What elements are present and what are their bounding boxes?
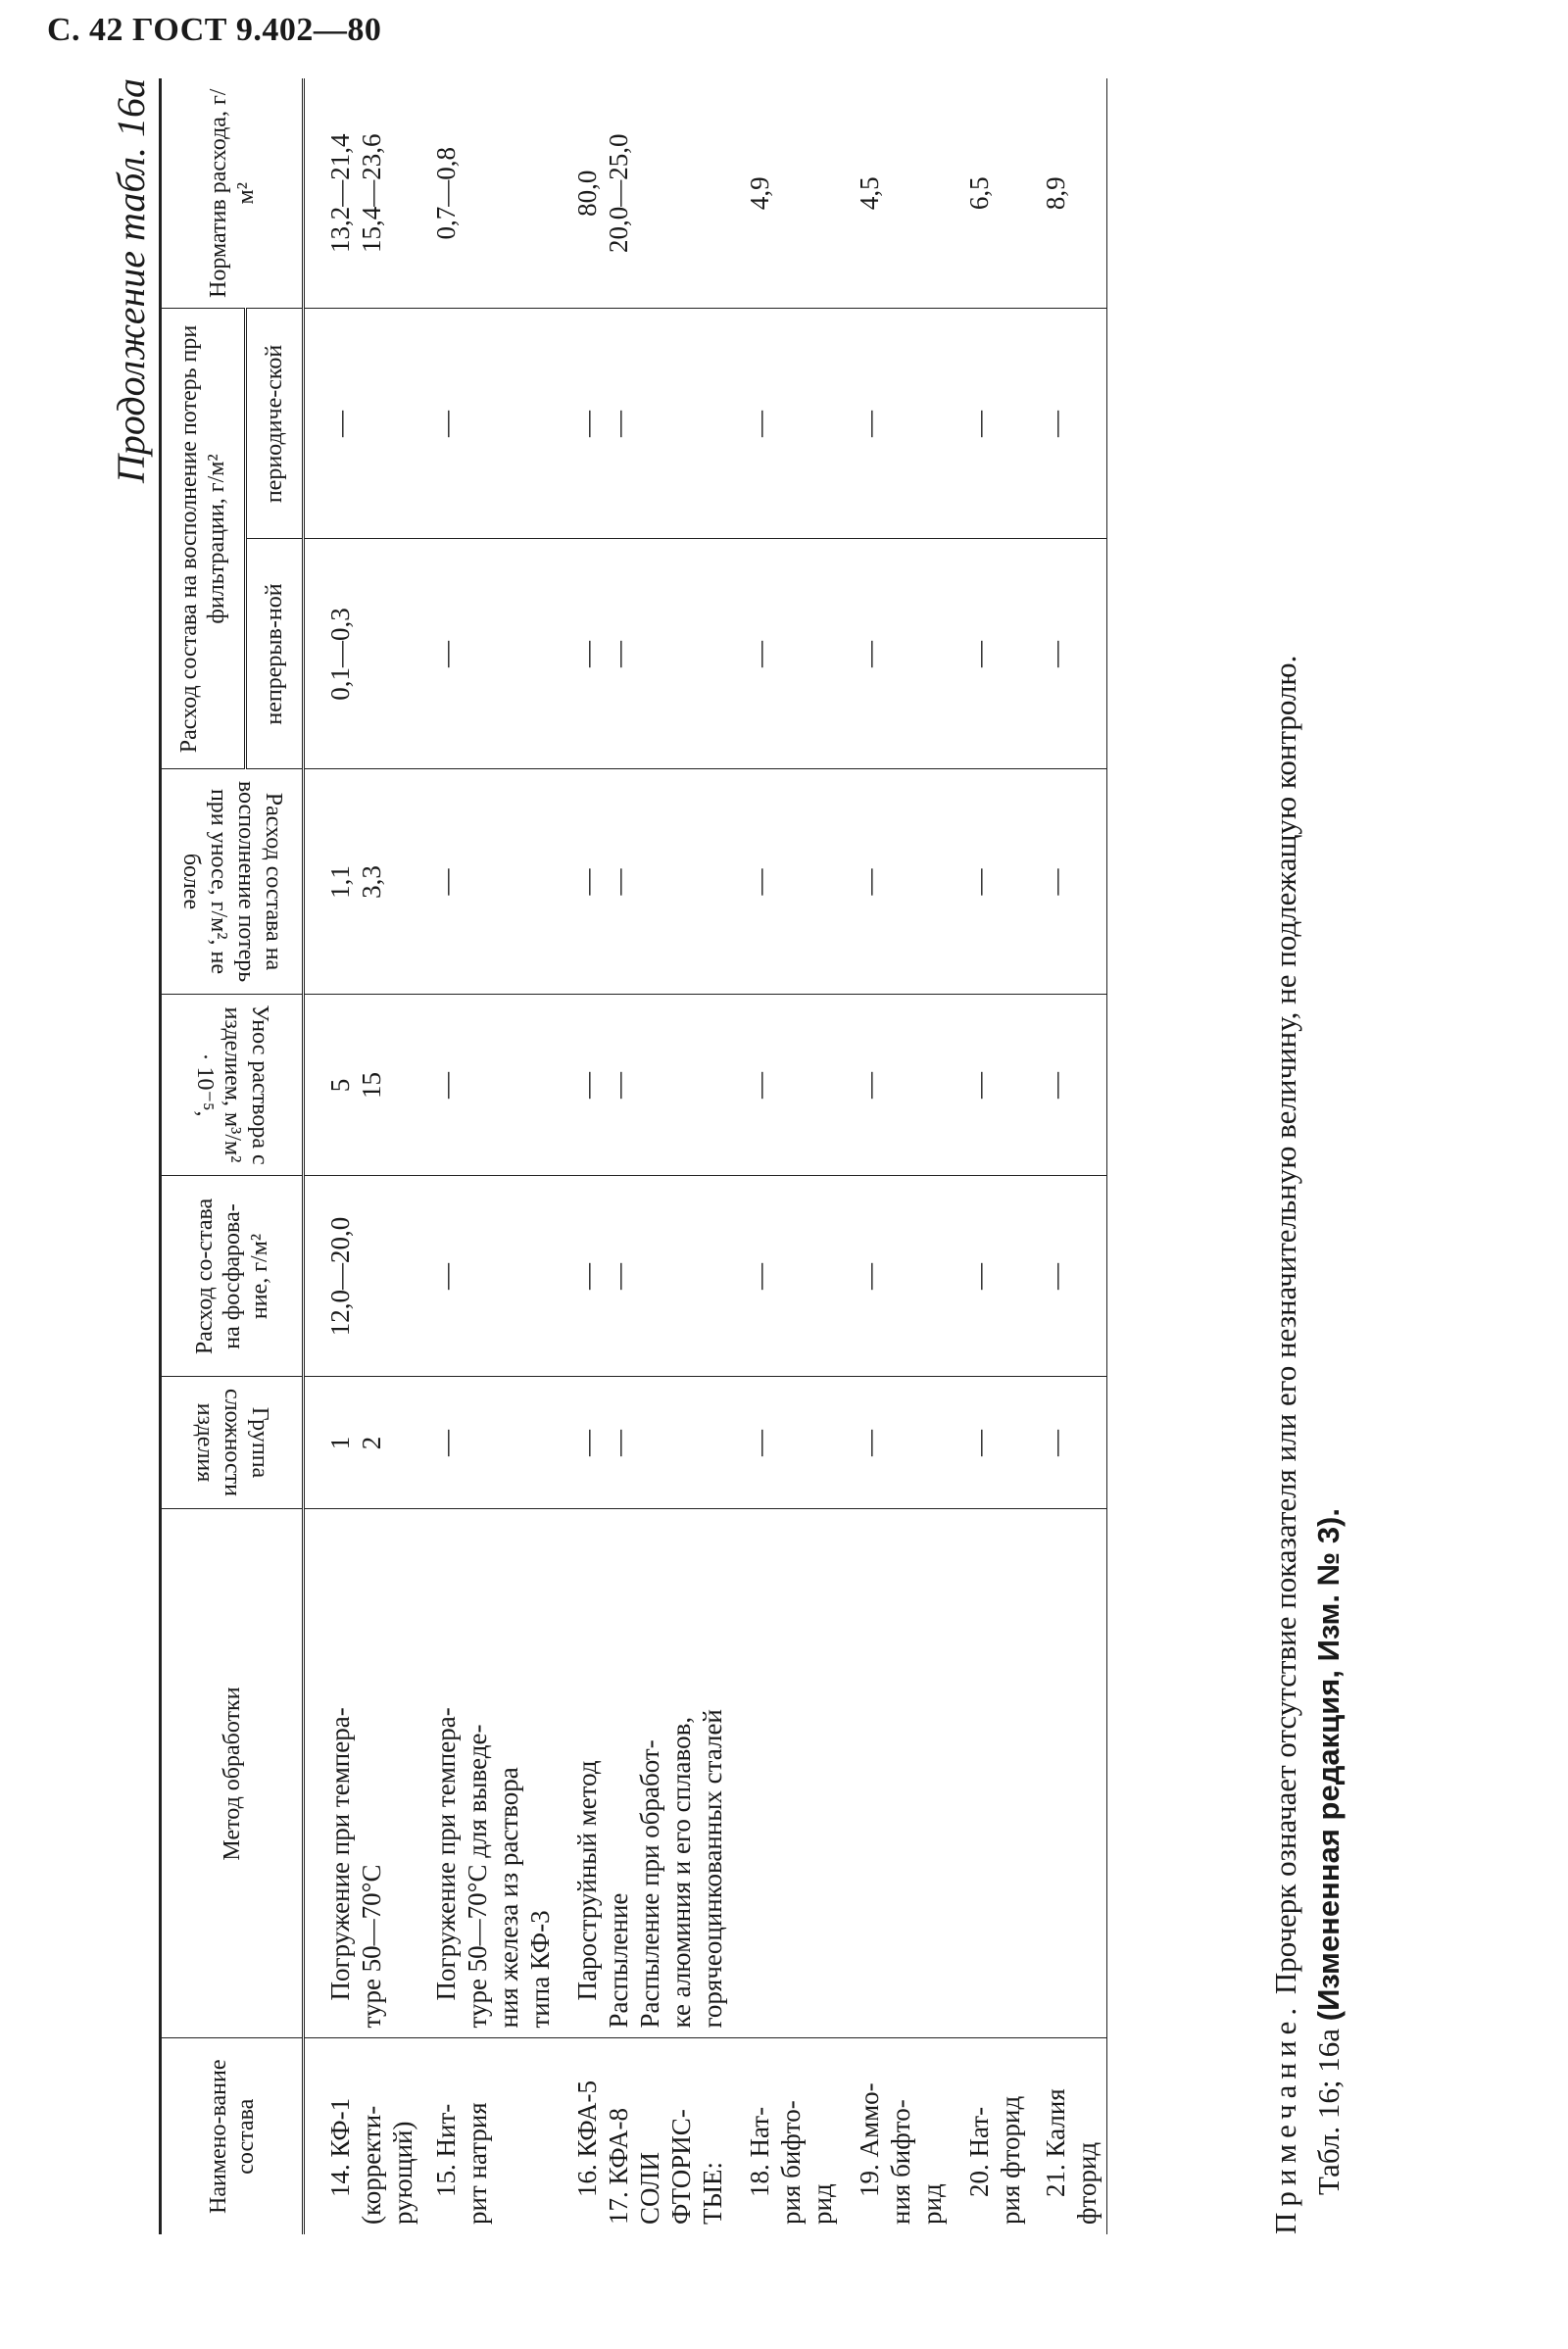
- cell-line: Распыление при обработ-: [635, 1739, 664, 2029]
- cell-replenish: [1030, 769, 1107, 995]
- header-continuous: непрерыв-ной: [246, 539, 304, 769]
- cell-line: 20. Нат-: [964, 2106, 994, 2197]
- cell-group: [732, 1377, 842, 1509]
- cell-norm: [560, 78, 732, 309]
- cell-line: —: [1041, 1430, 1070, 1456]
- cell-name: [842, 2038, 952, 2234]
- cell-phosphating: [952, 1176, 1030, 1377]
- cell-line: туре 50—70°С для выведе-: [463, 1724, 492, 2029]
- cell-group: [952, 1377, 1030, 1509]
- header-name: Наимено-вание состава: [161, 2038, 304, 2234]
- cell-line: —: [431, 1072, 461, 1099]
- cell-line: —: [431, 1430, 461, 1456]
- cell-line: —: [745, 1263, 774, 1290]
- cell-line: (корректи-: [357, 2105, 386, 2225]
- cell-line: —: [855, 1072, 884, 1099]
- cell-carryover: [732, 995, 842, 1176]
- cell-phosphating: [1030, 1176, 1107, 1377]
- cell-name: [732, 2038, 842, 2234]
- cell-line: —: [431, 411, 461, 437]
- cell-line: —: [572, 868, 602, 896]
- cell-line: 21. Калия: [1041, 2088, 1070, 2197]
- cell-line: 2: [357, 1436, 386, 1450]
- cell-line: фторид: [1072, 2141, 1102, 2225]
- cell-phosphating: [842, 1176, 952, 1377]
- cell-continuous: [842, 539, 952, 769]
- page-header: С. 42 ГОСТ 9.402—80: [47, 12, 382, 48]
- table-row: [842, 78, 952, 2234]
- cell-line: —: [572, 1263, 602, 1290]
- cell-phosphating: [422, 1176, 560, 1377]
- cell-group: [304, 1377, 423, 1509]
- cell-line: —: [572, 641, 602, 667]
- cell-line: 0,1—0,3: [325, 608, 355, 701]
- cell-periodic: [842, 309, 952, 539]
- cell-method: [1030, 1509, 1107, 2038]
- header-carryover-text: Унос раствора с изделием, м³/м² · 10⁻⁵,: [191, 1004, 272, 1166]
- cell-continuous: [732, 539, 842, 769]
- cell-replenish: [732, 769, 842, 995]
- cell-line: —: [604, 1430, 633, 1456]
- cell-periodic: [304, 309, 423, 539]
- cell-carryover: [952, 995, 1030, 1176]
- table-row: [422, 78, 560, 2234]
- cell-group: [1030, 1377, 1107, 1509]
- table-row: [1030, 78, 1107, 2234]
- cell-name: [304, 2038, 423, 2234]
- cell-phosphating: [732, 1176, 842, 1377]
- cell-line: —: [604, 641, 633, 667]
- cell-phosphating: [304, 1176, 423, 1377]
- cell-line: —: [855, 1430, 884, 1456]
- cell-line: —: [604, 1072, 633, 1099]
- cell-line: СОЛИ: [635, 2152, 664, 2225]
- cell-line: 4,5: [855, 176, 884, 211]
- cell-norm: [842, 78, 952, 309]
- cell-method: [560, 1509, 732, 2038]
- cell-norm: [304, 78, 423, 309]
- cell-carryover: [422, 995, 560, 1176]
- cell-line: —: [572, 1072, 602, 1099]
- cell-periodic: [952, 309, 1030, 539]
- table-body: [304, 78, 1107, 2234]
- cell-line: 1: [325, 1436, 355, 1450]
- cell-line: 12,0—20,0: [325, 1216, 355, 1337]
- cell-replenish: [952, 769, 1030, 995]
- cell-line: —: [431, 641, 461, 667]
- cell-periodic: [422, 309, 560, 539]
- revision-tables: Табл. 16; 16а: [1311, 2028, 1346, 2195]
- header-replenish-carryover: [161, 769, 304, 995]
- cell-line: горячеоцинкованных сталей: [698, 1709, 727, 2029]
- cell-line: 8,9: [1041, 176, 1070, 211]
- header-norm: Норматив расхода, г/м²: [161, 78, 304, 309]
- header-periodic: периодиче-ской: [246, 309, 304, 539]
- cell-line: Пароструйный метод: [572, 1760, 602, 2001]
- cell-continuous: [304, 539, 423, 769]
- consumption-table: [159, 78, 1107, 2234]
- cell-line: Погружение при темпера-: [431, 1707, 461, 2001]
- cell-line: —: [745, 1072, 774, 1099]
- cell-line: 17. КФА-8: [604, 2108, 633, 2225]
- cell-continuous: [1030, 539, 1107, 769]
- cell-line: рия фторид: [996, 2095, 1025, 2225]
- cell-method: [304, 1509, 423, 2038]
- cell-line: 19. Аммо-: [855, 2082, 884, 2197]
- note-text: Прочерк означает отсутствие показателя или его незначительную величину, не подлежащую контролю.: [1268, 655, 1302, 1995]
- cell-line: —: [855, 868, 884, 896]
- cell-norm: [952, 78, 1030, 309]
- cell-name: [560, 2038, 732, 2234]
- cell-line: 6,5: [964, 176, 994, 211]
- table-continuation-title: Продолжение табл. 16а: [109, 78, 153, 484]
- cell-method: [842, 1509, 952, 2038]
- cell-line: —: [964, 1072, 994, 1099]
- cell-line: типа КФ-3: [525, 1910, 555, 2029]
- cell-replenish: [304, 769, 423, 995]
- cell-line: рид: [808, 2183, 837, 2225]
- revision-reference: [1307, 78, 1350, 2234]
- cell-group: [560, 1377, 732, 1509]
- cell-line: —: [855, 1263, 884, 1290]
- cell-line: рид: [917, 2183, 947, 2225]
- cell-norm: [732, 78, 842, 309]
- cell-line: —: [1041, 868, 1070, 896]
- table-row: [952, 78, 1030, 2234]
- cell-line: —: [745, 1430, 774, 1456]
- cell-name: [1030, 2038, 1107, 2234]
- cell-line: —: [964, 641, 994, 667]
- note-label: Примечание.: [1268, 2001, 1302, 2234]
- cell-line: —: [1041, 641, 1070, 667]
- cell-line: ФТОРИС-: [666, 2109, 696, 2225]
- cell-line: ния железа из раствора: [494, 1767, 523, 2029]
- cell-method: [952, 1509, 1030, 2038]
- revision-edition: (Измененная редакция, Изм. № 3).: [1311, 1508, 1346, 2022]
- cell-line: 1,1: [325, 865, 355, 899]
- cell-line: 18. Нат-: [745, 2106, 774, 2197]
- cell-periodic: [1030, 309, 1107, 539]
- cell-line: —: [745, 641, 774, 667]
- cell-name: [422, 2038, 560, 2234]
- cell-continuous: [560, 539, 732, 769]
- cell-line: —: [964, 868, 994, 896]
- cell-line: 15: [357, 1072, 386, 1099]
- cell-line: рит натрия: [463, 2102, 492, 2225]
- cell-line: Распыление: [604, 1892, 633, 2029]
- cell-name: [952, 2038, 1030, 2234]
- header-filtration-group: Расход состава на восполнение потерь при фильтрации, г/м²: [161, 309, 246, 769]
- cell-line: —: [604, 868, 633, 896]
- cell-norm: [422, 78, 560, 309]
- cell-line: 15. Нит-: [431, 2103, 461, 2197]
- cell-line: туре 50—70°С: [357, 1864, 386, 2029]
- cell-continuous: [952, 539, 1030, 769]
- cell-replenish: [842, 769, 952, 995]
- cell-line: —: [572, 1430, 602, 1456]
- cell-line: —: [604, 411, 633, 437]
- cell-line: —: [964, 1430, 994, 1456]
- cell-line: 15,4—23,6: [357, 133, 386, 253]
- table-row: [732, 78, 842, 2234]
- cell-line: 4,9: [745, 176, 774, 211]
- cell-carryover: [304, 995, 423, 1176]
- cell-line: ния бифто-: [886, 2099, 915, 2225]
- header-carryover: [161, 995, 304, 1176]
- cell-replenish: [422, 769, 560, 995]
- cell-line: —: [1041, 411, 1070, 437]
- header-group: [161, 1377, 304, 1509]
- cell-line: —: [325, 411, 355, 437]
- cell-line: —: [745, 411, 774, 437]
- cell-line: ке алюминия и его сплавов,: [666, 1716, 696, 2029]
- header-phosphating: Расход со-става на фосфарова-ние, г/м²: [161, 1176, 304, 1377]
- cell-carryover: [842, 995, 952, 1176]
- cell-line: —: [1041, 1263, 1070, 1290]
- cell-line: 3,3: [357, 865, 386, 899]
- cell-continuous: [422, 539, 560, 769]
- cell-line: 20,0—25,0: [604, 133, 633, 253]
- header-replenish-text: Расход состава на восполнение потерь при уносе, г/м², не более: [177, 781, 286, 983]
- table-note: [1264, 78, 1350, 2234]
- cell-method: [732, 1509, 842, 2038]
- cell-method: [422, 1509, 560, 2038]
- cell-line: 16. КФА-5: [572, 2080, 602, 2197]
- cell-group: [422, 1377, 560, 1509]
- cell-carryover: [560, 995, 732, 1176]
- cell-line: 80,0: [572, 170, 602, 217]
- rotated-table-sheet: [108, 78, 1411, 2234]
- cell-norm: [1030, 78, 1107, 309]
- table-row: [304, 78, 423, 2234]
- cell-line: ТЫЕ:: [698, 2161, 727, 2225]
- cell-line: 14. КФ-1: [325, 2097, 355, 2197]
- cell-line: —: [745, 868, 774, 896]
- cell-line: —: [964, 411, 994, 437]
- table-row: [560, 78, 732, 2234]
- cell-carryover: [1030, 995, 1107, 1176]
- cell-phosphating: [560, 1176, 732, 1377]
- header-method: Метод обработки: [161, 1509, 304, 2038]
- header-group-text: Группа сложности изделия: [191, 1389, 272, 1497]
- cell-line: Погружение при темпера-: [325, 1707, 355, 2001]
- cell-line: —: [1041, 1072, 1070, 1099]
- cell-line: рия бифто-: [776, 2100, 806, 2225]
- cell-line: —: [855, 411, 884, 437]
- cell-line: 5: [325, 1078, 355, 1093]
- cell-line: —: [964, 1263, 994, 1290]
- cell-line: —: [572, 411, 602, 437]
- cell-line: —: [431, 868, 461, 896]
- cell-line: —: [855, 641, 884, 667]
- cell-periodic: [560, 309, 732, 539]
- cell-line: —: [604, 1263, 633, 1290]
- cell-group: [842, 1377, 952, 1509]
- cell-line: 0,7—0,8: [431, 146, 461, 240]
- cell-line: 13,2—21,4: [325, 133, 355, 253]
- cell-line: рующий): [388, 2121, 417, 2225]
- cell-periodic: [732, 309, 842, 539]
- cell-line: —: [431, 1263, 461, 1290]
- cell-replenish: [560, 769, 732, 995]
